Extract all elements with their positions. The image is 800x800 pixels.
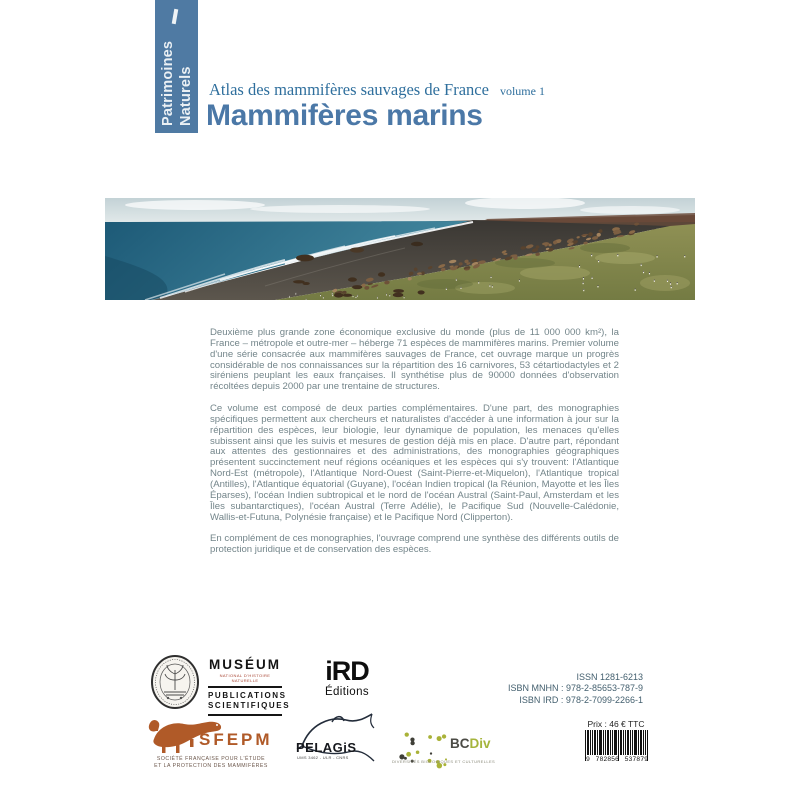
issn: ISSN 1281-6213 [576,672,643,682]
volume-label: volume 1 [499,84,545,98]
museum-rule-bottom [208,714,282,716]
ird-editions-logo [314,658,380,698]
series-title-line [209,80,545,100]
beach-seal-colony-photo [105,198,695,300]
back-cover-text [210,328,619,567]
blurb-paragraph-2: Ce volume est composé de deux parties complémentaires. D'une part, des monographies spécifiques permettent aux chercheurs et naturalistes d'accéder à une information à jour sur la répartition des espèces, leur biologie, leur dynamique de population, les menaces qu'elles subissent ainsi que les suivis et mesures de gestion déjà mis en place. D'autre part, répondant aux attentes des gestionnaires et des administrations, des monographies géographiques présentent succinctement neuf régions océaniques et les espèces qui s'y trouvent: l'Atlantique Nord-Est (métropole), l'Atlantique Nord-Ouest (Saint-Pierre-et-Miquelon), l'Atlantique tropical (Antilles), l'Atlantique équatorial (Guyane), l'océan Indien tropical (la Réunion, Mayotte et les Îles Éparses), l'océan Indien subtropical et le nord de l'océan Austral (Saint-Paul, Amsterdam et les Îles subantarctiques), l'océan Austral (Terre Adélie), le Pacifique Sud (Nouvelle-Calédonie, Wallis-et-Futuna, Polynésie française) et le Pacifique Nord (Clipperton). [210,403,619,523]
book-title: Mammifères marins [206,99,483,132]
pelagis-logo [294,712,378,768]
ird-label: Éditions [324,686,370,698]
collection-name [155,0,198,133]
price-label: Prix : 46 € TTC [587,719,645,729]
museum-publications-logo [208,657,291,719]
ean-barcode [585,730,649,763]
pelagis-name: PELAGiS [296,740,357,755]
banner-word-1: Patrimoines [160,40,176,126]
bcdiv-tagline: DIVERSITÉS BIOLOGIQUES ET CULTURELLES [392,759,496,764]
museum-rule-top [208,686,282,688]
sfepm-line-2: ET LA PROTECTION DES MAMMIFÈRES [154,762,268,769]
blurb-paragraph-1: Deuxième plus grande zone économique exclusive du monde (plus de 11 000 000 km²), la France – métropole et outre-mer – héberge 71 espèces de mammifères marins. Premier volume d'une série consacrée aux mammifères sauvages de France, cet ouvrage marque un progrès considérable de nos connaissances sur la répartition des 16 carnivores, 53 cétartiodactyles et 2 siréniens peuplant les eaux françaises. Il synthétise plus de 90000 données d'observation récoltées depuis 2000 par une trentaine de structures. [210,327,619,393]
banner-word-2: Naturels [178,66,194,126]
series-title: Atlas des mammifères sauvages de France [209,80,489,99]
collection-banner [155,0,198,133]
pelagis-tagline: UMS 3462 - ULR - CNRS [297,755,349,760]
museum-name: MUSÉUM [209,657,281,672]
sfepm-line-1: SOCIÉTÉ FRANÇAISE POUR L'ÉTUDE [156,756,266,762]
barcode-digits: 9 782856 537879 [586,756,648,763]
isbn-mnhn: ISBN MNHN : 978-2-85653-787-9 [507,683,643,694]
bcdiv-name: BCDiv [450,736,491,751]
bcdiv-logo [388,728,530,774]
museum-tagline: NATIONAL D'HISTOIRE NATURELLE [219,673,271,683]
sfepm-subtitle [146,756,276,769]
isbn-ird: ISBN IRD : 978-2-7099-2266-1 [519,694,643,705]
museum-line-1: PUBLICATIONS [208,691,287,700]
ird-mark: iRD [325,656,369,686]
cover-photo [105,198,695,300]
mnhn-seal-logo [150,654,200,711]
blurb-paragraph-3: En complément de ces monographies, l'ouvrage comprend une synthèse des différents outils de protection juridique et de conservation des espèces. [210,533,619,556]
museum-line-2: SCIENTIFIQUES [208,701,291,710]
sfepm-acronym: SFEPM [199,730,273,749]
publication-identifiers [508,672,643,706]
